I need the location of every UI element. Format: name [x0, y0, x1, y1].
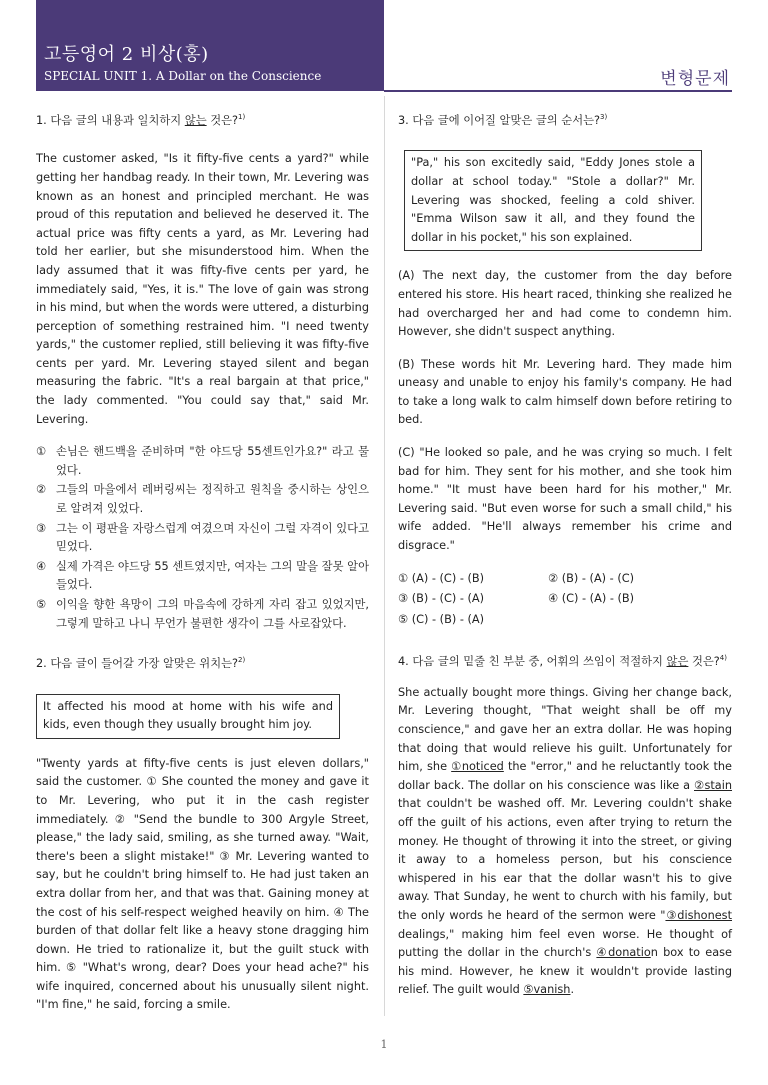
q1-passage: The customer asked, "Is it fifty-five cents a yard?" while getting her handbag ready. In their town, Mr. Levering was known as an honest and principled merchant. He was proud of this reputation and believed he deserved it. The actual price was fifty cents a yard, as Mr. Levering had told her earlier, but she misunderstood him. When the lady assumed that it was fifty-five cents per yard, he immediately said, "Yes, it is." The love of gain was strong in his mind, but when the words were uttered, a disturbing perception of something restrained him. "I need twenty yards," the customer replied, still believing it was fifty-five cents per yard. Mr. Levering stayed silent and began measuring the fabric. "It's a real bargain at that price," the lady commented. "You could say that," said Mr. Levering. [36, 152, 369, 426]
q4-text: She actually bought more things. Giving her change back, Mr. Levering thought, "That weight shall be off my conscience," and gave her an extra dollar. He was hoping that doing that would relieve his guilt. Unfortunately for him, she [398, 685, 732, 774]
q4-text: n [650, 946, 658, 960]
q4-underlined-word: ①noticed [451, 760, 504, 774]
q2-passage: "Twenty yards at fifty-five cents is just eleven dollars," said the customer. ① She counted the money and gave it to Mr. Levering, who put it in the cash register immediately. ② "Send the bundle to 300 Argyle Street, please," the lady said, smiling, as she turned away. "Wait, there's been a slight mistake!" ③ Mr. Levering wanted to say, but he couldn't bring himself to. He had just taken an extra dollar from her, and that was that. Gaining money at the cost of his self-respect weighed heavily on him. ④ The burden of that dollar felt like a heavy stone dragging him down. He tried to rationalize it, but the guilt stuck with him. ⑤ "What's wrong, dear? Does your head ache?" his wife inquired, concerned about his unusually silent night. "I'm fine," he said, forcing a smile. [36, 756, 369, 1012]
q3-paragraph-a: (A) The next day, the customer from the day before entered his store. His heart raced, thinking she realized he had overcharged her and had come to condemn him. However, she didn't suspect anything. [398, 269, 732, 339]
q4-suffix: 것은? [688, 655, 720, 669]
q1-option [36, 558, 369, 595]
q3-choices [398, 570, 732, 630]
q4-footnote: 4) [719, 654, 727, 663]
q4-text: the "error," and he reluctantly took the dollar back. The dollar on his conscience was like a [398, 760, 732, 792]
question-2-title [36, 651, 369, 673]
section-label: 변형문제 [660, 69, 730, 89]
q2-footnote: 2) [238, 656, 246, 665]
question-1-title [36, 108, 369, 130]
q3-title-text: 3. 다음 글에 이어질 알맞은 글의 순서는? [398, 113, 601, 127]
q3-choice: ④ (C) - (A) - (B) [548, 592, 635, 606]
q4-text: dealings," making him feel even worse. He thought of putting the dollar in the church's [398, 927, 732, 960]
q4-underlined-word: ④donatio [596, 946, 651, 960]
q4-text: . [570, 983, 575, 997]
q4-underlined-word: ③dishonest [665, 908, 732, 922]
page-number: 1 [380, 1038, 388, 1051]
q1-option [36, 596, 369, 633]
option-number: ① [36, 445, 47, 459]
page-subtitle: SPECIAL UNIT 1. A Dollar on the Conscience [44, 69, 322, 83]
q4-prefix: 4. 다음 글의 밑줄 친 부분 중, 어휘의 쓰임이 적절하지 [398, 655, 667, 669]
column-divider [384, 96, 385, 1016]
q3-paragraph-c: (C) "He looked so pale, and he was crying so much. I felt bad for him. They sent for his mother, and she took him home." "It must have been hard for his mother," Mr. Levering said. "But even worse for such a small child," his wife added. "He'll always remember his crime and disgrace." [398, 446, 732, 553]
q3-paragraph-b: (B) These words hit Mr. Levering hard. They made him uneasy and unable to enjoy his family's company. He had to take a long walk to calm himself down before retiring to bed. [398, 357, 732, 427]
q3-given-passage-box: "Pa," his son excitedly said, "Eddy Jones stole a dollar at school today." "Stole a dollar?" Mr. Levering was shocked, feeling a cold shiver. "Emma Wilson saw it all, and they found the dollar in his pocket," his son explained. [404, 150, 702, 251]
q1-option [36, 443, 369, 480]
q4-underlined-word: ⑤vanish [523, 983, 571, 997]
q3-choice: ② (B) - (A) - (C) [548, 571, 635, 585]
option-text: 그는 이 평판을 자랑스럽게 여겼으며 자신이 그럴 자격이 있다고 믿었다. [56, 521, 369, 554]
q4-underlined-word: ②stain [694, 778, 733, 792]
q4-text: that couldn't be washed off. Mr. Levering couldn't shake off the guilt of his actions, even after trying to return the money. He thought of throwing it into the street, or giving it away to a homeless person, but his conscience whispered in his ear that the dollar wasn't his to give away. That Sunday, he went to church with his family, but the only words he heard of the sermon were " [398, 797, 732, 922]
q1-option [36, 520, 369, 557]
q1-suffix: 것은? [206, 113, 239, 127]
q1-option [36, 481, 369, 518]
q3-footnote: 3) [600, 113, 608, 121]
option-number: ④ [36, 559, 47, 573]
q4-underlined: 않은 [666, 655, 689, 669]
option-text: 그들의 마을에서 레버링씨는 정직하고 원칙을 중시하는 상인으로 알려져 있었다. [56, 483, 369, 516]
q3-choice: ⑤ (C) - (B) - (A) [398, 612, 485, 626]
question-3-title [398, 108, 732, 130]
left-column [36, 108, 369, 1029]
q1-footnote: 1) [238, 113, 246, 121]
question-4-title [398, 649, 732, 671]
q1-prefix: 1. 다음 글의 내용과 일치하지 [36, 113, 185, 127]
option-number: ② [36, 483, 47, 497]
q4-text: box to ease his mind. However, he knew it wouldn't provide lasting relief. The guilt would [398, 946, 732, 997]
q3-choice: ③ (B) - (C) - (A) [398, 592, 485, 606]
option-number: ③ [36, 521, 47, 535]
q1-options [36, 443, 369, 633]
q3-choice: ① (A) - (C) - (B) [398, 571, 485, 585]
q1-underlined: 않는 [184, 113, 207, 127]
page-title: 고등영어 2 비상(홍) [44, 44, 209, 65]
option-text: 실제 가격은 야드당 55 센트였지만, 여자는 그의 말을 잘못 알아들었다. [56, 559, 369, 592]
q4-passage [398, 684, 732, 1000]
q2-given-sentence-box: It affected his mood at home with his wife and kids, even though they usually brought him joy. [36, 694, 340, 739]
right-column [398, 108, 732, 1014]
q2-title-text: 2. 다음 글이 들어갈 가장 알맞은 위치는? [36, 656, 239, 670]
header-rule [384, 90, 732, 92]
option-text: 이익을 향한 욕망이 그의 마음속에 강하게 자리 잡고 있었지만, 그렇게 말하고 나니 무언가 불편한 생각이 그를 사로잡았다. [56, 598, 369, 630]
option-number: ⑤ [36, 598, 47, 612]
option-text: 손님은 핸드백을 준비하며 "한 야드당 55센트인가요?" 라고 물었다. [56, 445, 369, 477]
